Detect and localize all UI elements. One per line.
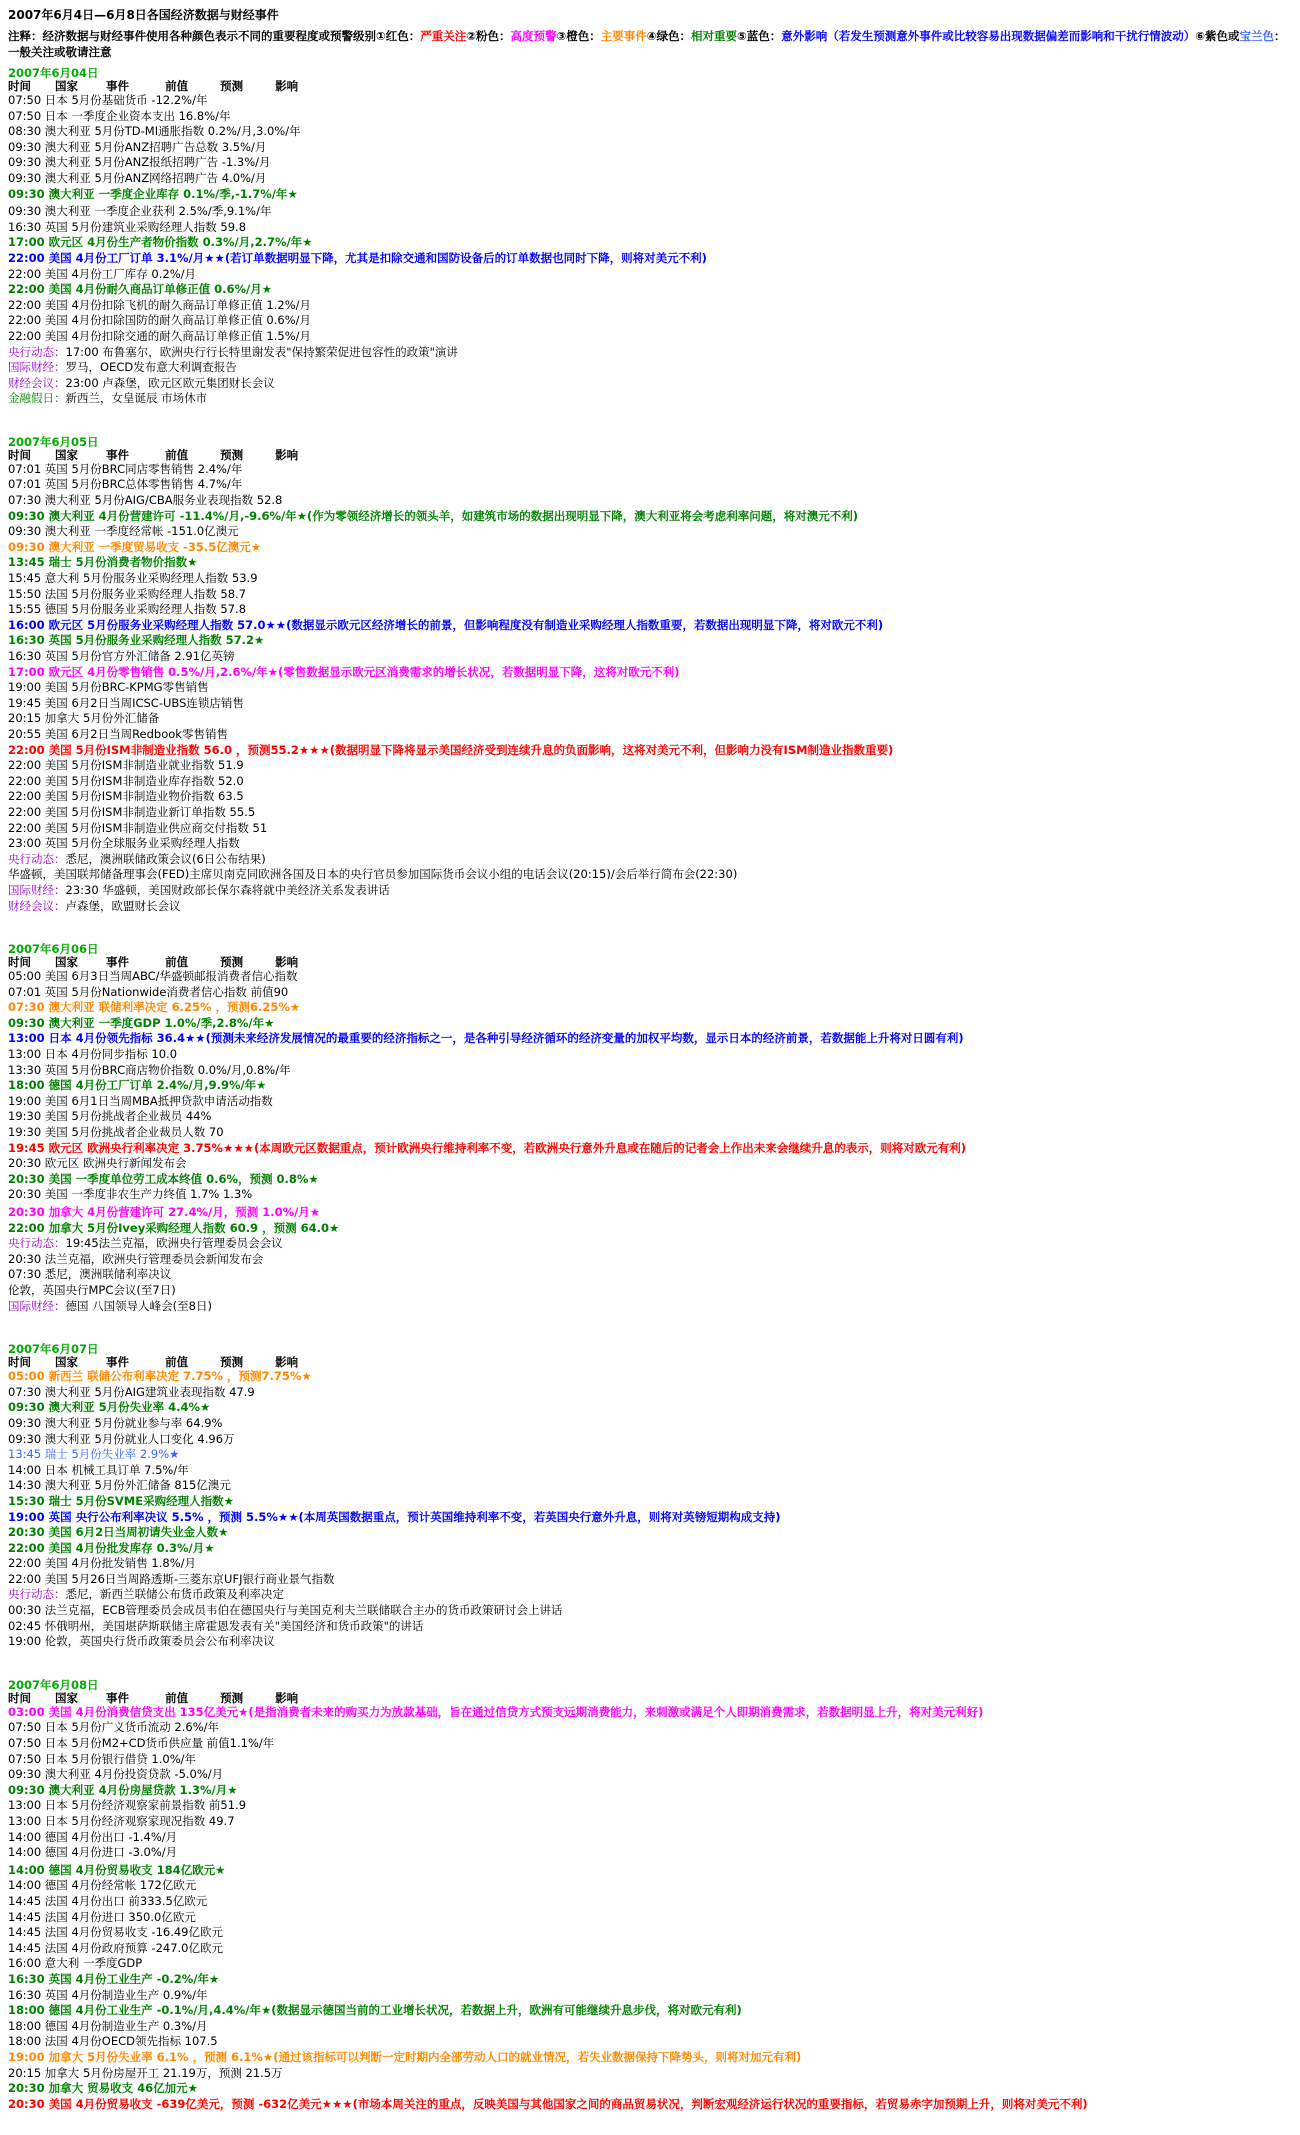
event-row (8, 1236, 1292, 1252)
event-text: 09:30 澳大利亚 5月份就业参与率 64.9% (8, 1415, 223, 1430)
event-text: 18:00 德国 4月份制造业生产 0.3%/月 (8, 2018, 208, 2033)
event-row (8, 852, 1292, 868)
event-row (8, 345, 1292, 361)
note-p5: ⑤蓝色： (736, 29, 782, 43)
day-date: 2007年6月04日 (8, 66, 99, 80)
event-text: 15:50 法国 5月份服务业采购经理人指数 58.7 (8, 586, 247, 601)
event-text: 03:00 美国 4月份消费信贷支出 135亿美元★(是指消费者未来的购买力为放款基础，旨在通过信贷方式预支远期消费能力，来刺激或满足个人即期消费需求，若数据明显上升，将对美元利好) (8, 1704, 984, 1719)
event-row (8, 1416, 1292, 1432)
event-text: 18:00 法国 4月份OECD领先指标 107.5 (8, 2034, 218, 2049)
event-text: 20:30 欧元区 欧洲央行新闻发布会 (8, 1156, 187, 1171)
document-title: 2007年6月4日—6月8日各国经济数据与财经事件 (8, 8, 279, 22)
event-row (8, 758, 1292, 774)
event-text: 07:30 悉尼，澳洲联储利率决议 (8, 1267, 172, 1282)
event-text: 16:30 英国 5月份服务业采购经理人指数 57.2★ (8, 633, 265, 648)
event-text: 16:00 欧元区 5月份服务业采购经理人指数 57.0★★(数据显示欧元区经济增长的前景，但影响程度没有制造业采购经理人指数重要，若数据出现明显下降，将对欧元不利) (8, 617, 884, 632)
column-header: 时间 国家 事件 前值 预测 影响 (8, 1690, 299, 1705)
event-text: 19:30 美国 5月份挑战者企业裁员人数 70 (8, 1125, 224, 1140)
event-text: 13:45 瑞士 5月份失业率 2.9%★ (8, 1447, 180, 1462)
event-category-label: 央行动态： (8, 1587, 66, 1602)
day-section (8, 1678, 1292, 2112)
event-text: 悉尼，澳洲联储政策会议(6日公布结果) (65, 851, 266, 866)
event-text: 23:30 华盛顿，美国财政部长保尔森将就中美经济关系发表讲话 (65, 882, 390, 897)
event-text: 22:00 美国 4月份批发库存 0.3%/月★ (8, 1540, 215, 1555)
event-row (8, 462, 1292, 478)
event-text: 20:30 美国 6月2日当周初请失业金人数★ (8, 1525, 229, 1540)
event-text: 伦敦，英国央行MPC会议(至7日) (8, 1282, 176, 1297)
event-row (8, 1447, 1292, 1463)
event-row (8, 1863, 1292, 1879)
event-row (8, 140, 1292, 156)
event-row (8, 602, 1292, 618)
event-text: 德国 八国领导人峰会(至8日) (65, 1298, 212, 1313)
day-section (8, 1342, 1292, 1650)
column-header: 时间 国家 事件 前值 预测 影响 (8, 79, 299, 93)
event-row (8, 282, 1292, 298)
event-row (8, 836, 1292, 852)
event-row (8, 1541, 1292, 1557)
event-row (8, 1000, 1292, 1016)
event-text: 14:00 德国 4月份经常帐 172亿欧元 (8, 1878, 197, 1893)
event-row (8, 899, 1292, 915)
event-text: 19:00 美国 6月1日当周MBA抵押贷款申请活动指数 (8, 1093, 273, 1108)
event-row (8, 1814, 1292, 1830)
note-green: 相对重要 (690, 29, 737, 43)
event-row (8, 1109, 1292, 1125)
event-row (8, 555, 1292, 571)
event-row (8, 1720, 1292, 1736)
event-row (8, 1094, 1292, 1110)
event-text: 14:00 德国 4月份出口 -1.4%/月 (8, 1829, 178, 1844)
days-container (8, 66, 1292, 2112)
event-row (8, 171, 1292, 187)
event-category-label: 国际财经： (8, 1298, 66, 1313)
event-text: 09:30 澳大利亚 4月份营建许可 -11.4%/月,-9.6%/年★(作为零领经济增长的领头羊，如建筑市场的数据出现明显下降，澳大利亚将会考虑利率问题，将对澳元不利) (8, 508, 859, 523)
event-row (8, 1478, 1292, 1494)
event-text: 07:50 日本 5月份银行借贷 1.0%/年 (8, 1751, 197, 1766)
event-text: 20:30 美国 4月份贸易收支 -639亿美元，预测 -632亿美元★★★(市场本周关注的重点，反映美国与其他国家之间的商品贸易状况，判断宏观经济运行状况的重要指标，若贸易赤字加预期上升，则将对美元不利) (8, 2096, 1088, 2111)
event-text: 16:30 英国 5月份官方外汇储备 2.91亿英镑 (8, 649, 235, 663)
event-text: 22:00 美国 4月份批发销售 1.8%/月 (8, 1556, 197, 1571)
event-row (8, 1432, 1292, 1448)
event-text: 09:30 澳大利亚 一季度企业库存 0.1%/季,-1.7%/年★ (8, 186, 298, 201)
note-lead: 注释：经济数据与财经事件使用各种颜色表示不同的重要程度或预警级别①红色： (8, 29, 421, 43)
event-row (8, 1752, 1292, 1768)
event-category-label: 央行动态： (8, 851, 66, 866)
event-row (8, 774, 1292, 790)
event-text: 07:50 日本 一季度企业资本支出 16.8%/年 (8, 108, 231, 123)
event-row (8, 2003, 1292, 2019)
section-spacer (8, 411, 1292, 433)
event-text: 09:30 澳大利亚 一季度GDP 1.0%/季,2.8%/年★ (8, 1015, 275, 1030)
event-text: 09:30 澳大利亚 一季度经常帐 -151.0亿澳元 (8, 524, 239, 539)
event-row (8, 2019, 1292, 2035)
note-blue: 意外影响（若发生预测意外事件或比较容易出现数据偏差而影响和干扰行情波动） (781, 29, 1196, 43)
event-text: 22:00 美国 5月份ISM非制造业供应商交付指数 51 (8, 820, 268, 835)
event-row (8, 587, 1292, 603)
event-text: 09:30 澳大利亚 5月份ANZ招聘广告总数 3.5%/月 (8, 139, 267, 154)
event-text: 22:00 加拿大 5月份Ivey采购经理人指数 60.9 ，预测 64.0★ (8, 1220, 340, 1235)
event-row (8, 1400, 1292, 1416)
event-row (8, 251, 1292, 267)
day-date: 2007年6月05日 (8, 434, 99, 449)
event-row (8, 1878, 1292, 1894)
event-text: 22:00 美国 5月份ISM非制造业指数 56.0 ，预测55.2★★★(数据明显下降将显示美国经济受到连续升息的负面影响，这将对美元不利，但影响力没有ISM制造业指数重要) (8, 742, 894, 757)
event-text: 22:00 美国 5月份ISM非制造业库存指数 52.0 (8, 773, 244, 788)
section-spacer (8, 918, 1292, 940)
event-row (8, 1205, 1292, 1221)
event-text: 07:30 澳大利亚 5月份AIG建筑业表现指数 47.9 (8, 1384, 255, 1399)
event-text: 22:00 美国 5月份ISM非制造业就业指数 51.9 (8, 758, 244, 773)
event-text: 07:01 英国 5月份BRC同店零售销售 2.4%/年 (8, 461, 243, 476)
event-text: 20:15 加拿大 5月份外汇储备 (8, 711, 160, 726)
event-row (8, 2081, 1292, 2097)
event-category-label: 财经会议： (8, 898, 66, 913)
event-text: 20:30 加拿大 贸易收支 46亿加元★ (8, 2081, 198, 2096)
day-date: 2007年6月07日 (8, 1342, 99, 1357)
event-text: 07:01 英国 5月份BRC总体零售销售 4.7%/年 (8, 477, 243, 492)
event-row (8, 2050, 1292, 2066)
event-text: 09:30 澳大利亚 5月份就业人口变化 4.96万 (8, 1431, 235, 1446)
event-category-label: 国际财经： (8, 882, 66, 897)
event-row (8, 711, 1292, 727)
event-row (8, 360, 1292, 376)
event-text: 20:30 美国 一季度单位劳工成本终值 0.6%，预测 0.8%★ (8, 1171, 319, 1186)
event-text: 15:30 瑞士 5月份SVME采购经理人指数★ (8, 1493, 234, 1508)
event-row (8, 1894, 1292, 1910)
note-red: 严重关注 (420, 29, 467, 43)
event-row (8, 789, 1292, 805)
event-row (8, 391, 1292, 407)
event-row (8, 267, 1292, 283)
event-text: 22:00 美国 4月份耐久商品订单修正值 0.6%/月★ (8, 282, 273, 297)
event-row (8, 1016, 1292, 1032)
event-text: 20:30 美国 一季度非农生产力终值 1.7% 1.3% (8, 1187, 253, 1202)
event-row (8, 1556, 1292, 1572)
event-text: 09:30 澳大利亚 4月份投资贷款 -5.0%/月 (8, 1767, 224, 1782)
event-text: 17:00 欧元区 4月份生产者物价指数 0.3%/月,2.7%/年★ (8, 235, 313, 250)
event-text: 华盛顿，美国联邦储备理事会(FED)主席贝南克同欧洲各国及日本的央行官员参加国际货币会议小组的电话会议(20:15)/会后举行简布会(22:30) (8, 867, 738, 882)
event-row (8, 1463, 1292, 1479)
event-text: 22:00 美国 5月份ISM非制造业新订单指数 55.5 (8, 804, 256, 819)
event-row (8, 1078, 1292, 1094)
note-p4: ④绿色： (646, 29, 691, 43)
event-text: 20:30 法兰克福，欧洲央行管理委员会新闻发布会 (8, 1251, 264, 1266)
event-row (8, 524, 1292, 540)
event-row (8, 1047, 1292, 1063)
event-row (8, 93, 1292, 109)
event-text: 09:30 澳大利亚 5月份ANZ报纸招聘广告 -1.3%/月 (8, 155, 271, 170)
event-text: 18:00 德国 4月份工厂订单 2.4%/月,9.9%/年★ (8, 1078, 267, 1093)
event-row (8, 1172, 1292, 1188)
event-text: 23:00 英国 5月份全球服务业采购经理人指数 (8, 836, 240, 851)
event-row (8, 1925, 1292, 1941)
column-header: 时间 国家 事件 前值 预测 影响 (8, 447, 299, 462)
note-p7: ：一般关注或敬请注意 (8, 29, 1286, 59)
event-row (8, 1830, 1292, 1846)
event-text: 20:30 加拿大 4月份营建许可 27.4%/月，预测 1.0%/月★ (8, 1205, 321, 1219)
event-category-label: 央行动态： (8, 1236, 66, 1251)
event-row (8, 313, 1292, 329)
event-row (8, 1603, 1292, 1619)
event-text: 07:50 日本 5月份基础货币 -12.2%/年 (8, 93, 208, 107)
event-text: 07:50 日本 5月份M2+CD货币供应量 前值1.1%/年 (8, 1736, 275, 1751)
event-row (8, 540, 1292, 556)
event-text: 08:30 澳大利亚 5月份TD-MI通胀指数 0.2%/月,3.0%/年 (8, 124, 301, 139)
event-row (8, 1572, 1292, 1588)
event-row (8, 1798, 1292, 1814)
event-text: 罗马，OECD发布意大利调查报告 (65, 360, 237, 375)
event-row (8, 109, 1292, 125)
event-row (8, 1845, 1292, 1861)
section-spacer (8, 1654, 1292, 1676)
column-header: 时间 国家 事件 前值 预测 影响 (8, 955, 299, 970)
event-row (8, 235, 1292, 251)
event-text: 16:00 意大利 一季度GDP (8, 1956, 143, 1971)
event-row (8, 1031, 1292, 1047)
event-text: 00:30 法兰克福，ECB管理委员会成员韦伯在德国央行与美国克利夫兰联储联合主办的货币政策研讨会上讲话 (8, 1603, 563, 1618)
event-text: 19:00 英国 央行公布利率决议 5.5% ，预测 5.5%★★(本周英国数据重点，预计英国维持利率不变，若英国央行意外升息，则将对英镑短期构成支持) (8, 1509, 781, 1524)
event-row (8, 618, 1292, 634)
event-row (8, 1634, 1292, 1650)
event-row (8, 2034, 1292, 2050)
event-row (8, 124, 1292, 140)
event-text: 09:30 澳大利亚 5月份ANZ网络招聘广告 4.0%/月 (8, 170, 267, 185)
event-row (8, 649, 1292, 665)
note-p6: ⑥紫色或 (1195, 29, 1240, 43)
event-text: 16:30 英国 5月份建筑业采购经理人指数 59.8 (8, 219, 247, 234)
event-text: 09:30 澳大利亚 一季度企业获利 2.5%/季,9.1%/年 (8, 204, 272, 219)
event-row (8, 220, 1292, 236)
event-row (8, 696, 1292, 712)
note-orange: 主要事件 (600, 29, 647, 43)
event-row (8, 727, 1292, 743)
event-text: 20:15 加拿大 5月份房屋开工 21.19万，预测 21.5万 (8, 2065, 283, 2080)
event-row (8, 477, 1292, 493)
event-row (8, 1525, 1292, 1541)
event-row (8, 985, 1292, 1001)
note-pblue: 宝兰色 (1239, 29, 1274, 43)
event-text: 14:30 澳大利亚 5月份外汇储备 815亿澳元 (8, 1478, 231, 1493)
event-row (8, 1141, 1292, 1157)
event-text: 16:30 英国 4月份工业生产 -0.2%/年★ (8, 1971, 220, 1986)
event-text: 16:30 英国 4月份制造业生产 0.9%/年 (8, 1987, 208, 2002)
event-text: 14:00 德国 4月份贸易收支 184亿欧元★ (8, 1862, 226, 1877)
event-row (8, 2066, 1292, 2082)
event-text: 14:00 日本 机械工具订单 7.5%/年 (8, 1462, 189, 1477)
event-row (8, 1283, 1292, 1299)
event-row (8, 969, 1292, 985)
event-row (8, 298, 1292, 314)
event-text: 14:45 法国 4月份政府预算 -247.0亿欧元 (8, 1940, 223, 1955)
event-text: 09:30 澳大利亚 4月份房屋贷款 1.3%/月★ (8, 1782, 238, 1797)
event-row (8, 376, 1292, 392)
event-text: 19:45法兰克福，欧洲央行管理委员会会议 (65, 1236, 283, 1251)
event-row (8, 883, 1292, 899)
event-row (8, 187, 1292, 203)
event-row (8, 805, 1292, 821)
event-text: 13:45 瑞士 5月份消费者物价指数★ (8, 555, 198, 570)
event-row (8, 509, 1292, 525)
event-row (8, 680, 1292, 696)
event-row (8, 204, 1292, 220)
event-text: 13:30 英国 5月份BRC商店物价指数 0.0%/月,0.8%/年 (8, 1062, 291, 1077)
event-text: 22:00 美国 5月26日当周路透斯-三菱东京UFJ银行商业景气指数 (8, 1571, 335, 1586)
event-text: 18:00 德国 4月份工业生产 -0.1%/月,4.4%/年★(数据显示德国当前的工业增长状况，若数据上升，欧洲有可能继续升息步伐，将对欧元有利) (8, 2003, 742, 2018)
event-text: 19:45 美国 6月2日当周ICSC-UBS连锁店销售 (8, 695, 244, 710)
event-row (8, 2097, 1292, 2113)
event-category-label: 财经会议： (8, 375, 66, 390)
day-date: 2007年6月06日 (8, 942, 99, 957)
event-row (8, 1736, 1292, 1752)
event-text: 13:00 日本 5月份经济观察家前景指数 前51.9 (8, 1798, 247, 1813)
event-text: 13:00 日本 4月份领先指标 36.4★★(预测未来经济发展情况的最重要的经济指标之一，是各种引导经济循环的经济变量的加权平均数，显示日本的经济前景，若数据能上升将对日圆有利) (8, 1031, 964, 1046)
event-row (8, 1910, 1292, 1926)
event-row (8, 1252, 1292, 1268)
event-text: 22:00 美国 5月份ISM非制造业物价指数 63.5 (8, 789, 244, 804)
event-row (8, 1299, 1292, 1315)
event-row (8, 1510, 1292, 1526)
event-row (8, 1369, 1292, 1385)
event-text: 05:00 新西兰 联储公布利率决定 7.75% ，预测7.75%★ (8, 1369, 312, 1384)
event-row (8, 1972, 1292, 1988)
event-row (8, 493, 1292, 509)
event-row (8, 1587, 1292, 1603)
day-section (8, 435, 1292, 914)
event-text: 19:00 美国 5月份BRC-KPMG零售销售 (8, 680, 209, 695)
event-text: 07:01 英国 5月份Nationwide消费者信心指数 前值90 (8, 984, 289, 999)
event-text: 22:00 美国 4月份扣除国防的耐久商品订单修正值 0.6%/月 (8, 313, 312, 328)
event-text: 22:00 美国 4月份工厂订单 3.1%/月★★(若订单数据明显下降，尤其是扣除交通和国防设备后的订单数据也同时下降，则将对美元不利) (8, 250, 707, 265)
event-row (8, 1988, 1292, 2004)
event-row (8, 867, 1292, 883)
event-row (8, 155, 1292, 171)
event-row (8, 1705, 1292, 1721)
event-row (8, 1783, 1292, 1799)
event-category-label: 金融假日： (8, 391, 66, 406)
event-text: 19:30 美国 5月份挑战者企业裁员 44% (8, 1109, 212, 1124)
event-text: 17:00 布鲁塞尔，欧洲央行行长特里谢发表"保持繁荣促进包容性的政策"演讲 (65, 344, 458, 359)
event-text: 19:00 加拿大 5月份失业率 6.1% ，预测 6.1%★(通过该指标可以判断一定时期内全部劳动人口的就业情况，若失业数据保持下降势头，则将对加元有利) (8, 2049, 802, 2064)
event-text: 07:30 澳大利亚 5月份AIG/CBA服务业表现指数 52.8 (8, 493, 283, 508)
event-text: 13:00 日本 4月份同步指标 10.0 (8, 1047, 178, 1062)
event-row (8, 1619, 1292, 1635)
event-row (8, 1187, 1292, 1203)
event-row (8, 665, 1292, 681)
event-row (8, 821, 1292, 837)
event-text: 14:45 法国 4月份进口 350.0亿欧元 (8, 1909, 196, 1924)
event-text: 19:00 伦敦，英国央行货币政策委员会公布利率决议 (8, 1634, 275, 1649)
event-row (8, 1385, 1292, 1401)
event-row (8, 1125, 1292, 1141)
event-row (8, 1767, 1292, 1783)
day-section (8, 942, 1292, 1314)
event-text: 20:55 美国 6月2日当周Redbook零售销售 (8, 726, 228, 741)
event-text: 19:45 欧元区 欧洲央行利率决定 3.75%★★★(本周欧元区数据重点，预计欧洲央行维持利率不变，若欧洲央行意外升息或在随后的记者会上作出未来会继续升息的表示，则将对欧元有利) (8, 1140, 966, 1155)
event-text: 09:30 澳大利亚 一季度贸易收支 -35.5亿澳元★ (8, 539, 262, 554)
event-text: 22:00 美国 4月份工厂库存 0.2%/月 (8, 266, 197, 281)
event-category-label: 央行动态： (8, 344, 66, 359)
event-row (8, 329, 1292, 345)
column-header: 时间 国家 事件 前值 预测 影响 (8, 1355, 299, 1370)
event-text: 17:00 欧元区 4月份零售销售 0.5%/月,2.6%/年★(零售数据显示欧元区消费需求的增长状况，若数据明显下降，这将对欧元不利) (8, 664, 680, 679)
event-text: 15:55 德国 5月份服务业采购经理人指数 57.8 (8, 602, 247, 617)
event-row (8, 1956, 1292, 1972)
section-spacer (8, 1318, 1292, 1340)
event-row (8, 1941, 1292, 1957)
event-row (8, 633, 1292, 649)
event-row (8, 743, 1292, 759)
event-row (8, 1221, 1292, 1237)
color-legend-note (8, 28, 1292, 60)
event-text: 22:00 美国 4月份扣除飞机的耐久商品订单修正值 1.2%/月 (8, 297, 312, 312)
event-text: 07:50 日本 5月份广义货币流动 2.6%/年 (8, 1720, 220, 1735)
note-pink: 高度预警 (510, 29, 557, 43)
event-text: 02:45 怀俄明州，美国堪萨斯联储主席霍恩发表有关"美国经济和货币政策"的讲话 (8, 1618, 424, 1633)
event-text: 22:00 美国 4月份扣除交通的耐久商品订单修正值 1.5%/月 (8, 328, 312, 343)
event-text: 14:45 法国 4月份出口 前333.5亿欧元 (8, 1893, 208, 1908)
event-row (8, 571, 1292, 587)
event-text: 09:30 澳大利亚 5月份失业率 4.4%★ (8, 1400, 211, 1415)
event-category-label: 国际财经： (8, 360, 66, 375)
event-row (8, 1267, 1292, 1283)
day-date: 2007年6月08日 (8, 1677, 99, 1692)
note-p2: ②粉色： (466, 29, 511, 43)
event-text: 卢森堡，欧盟财长会议 (65, 898, 181, 913)
event-text: 新西兰，女皇诞辰 市场休市 (65, 391, 208, 406)
event-row (8, 1156, 1292, 1172)
event-text: 14:45 法国 4月份贸易收支 -16.49亿欧元 (8, 1925, 223, 1940)
event-text: 07:30 澳大利亚 联储利率决定 6.25% ，预测6.25%★ (8, 1000, 301, 1015)
day-section (8, 66, 1292, 407)
event-text: 14:00 德国 4月份进口 -3.0%/月 (8, 1845, 178, 1860)
event-text: 悉尼，新西兰联储公布货币政策及利率决定 (65, 1587, 284, 1602)
event-text: 23:00 卢森堡，欧元区欧元集团财长会议 (65, 375, 275, 390)
note-p3: ③橙色： (556, 29, 601, 43)
event-row (8, 1494, 1292, 1510)
event-text: 13:00 日本 5月份经济观察家现况指数 49.7 (8, 1814, 235, 1828)
event-text: 15:45 意大利 5月份服务业采购经理人指数 53.9 (8, 571, 258, 586)
event-text: 05:00 美国 6月3日当周ABC/华盛顿邮报消费者信心指数 (8, 969, 298, 984)
event-row (8, 1063, 1292, 1079)
